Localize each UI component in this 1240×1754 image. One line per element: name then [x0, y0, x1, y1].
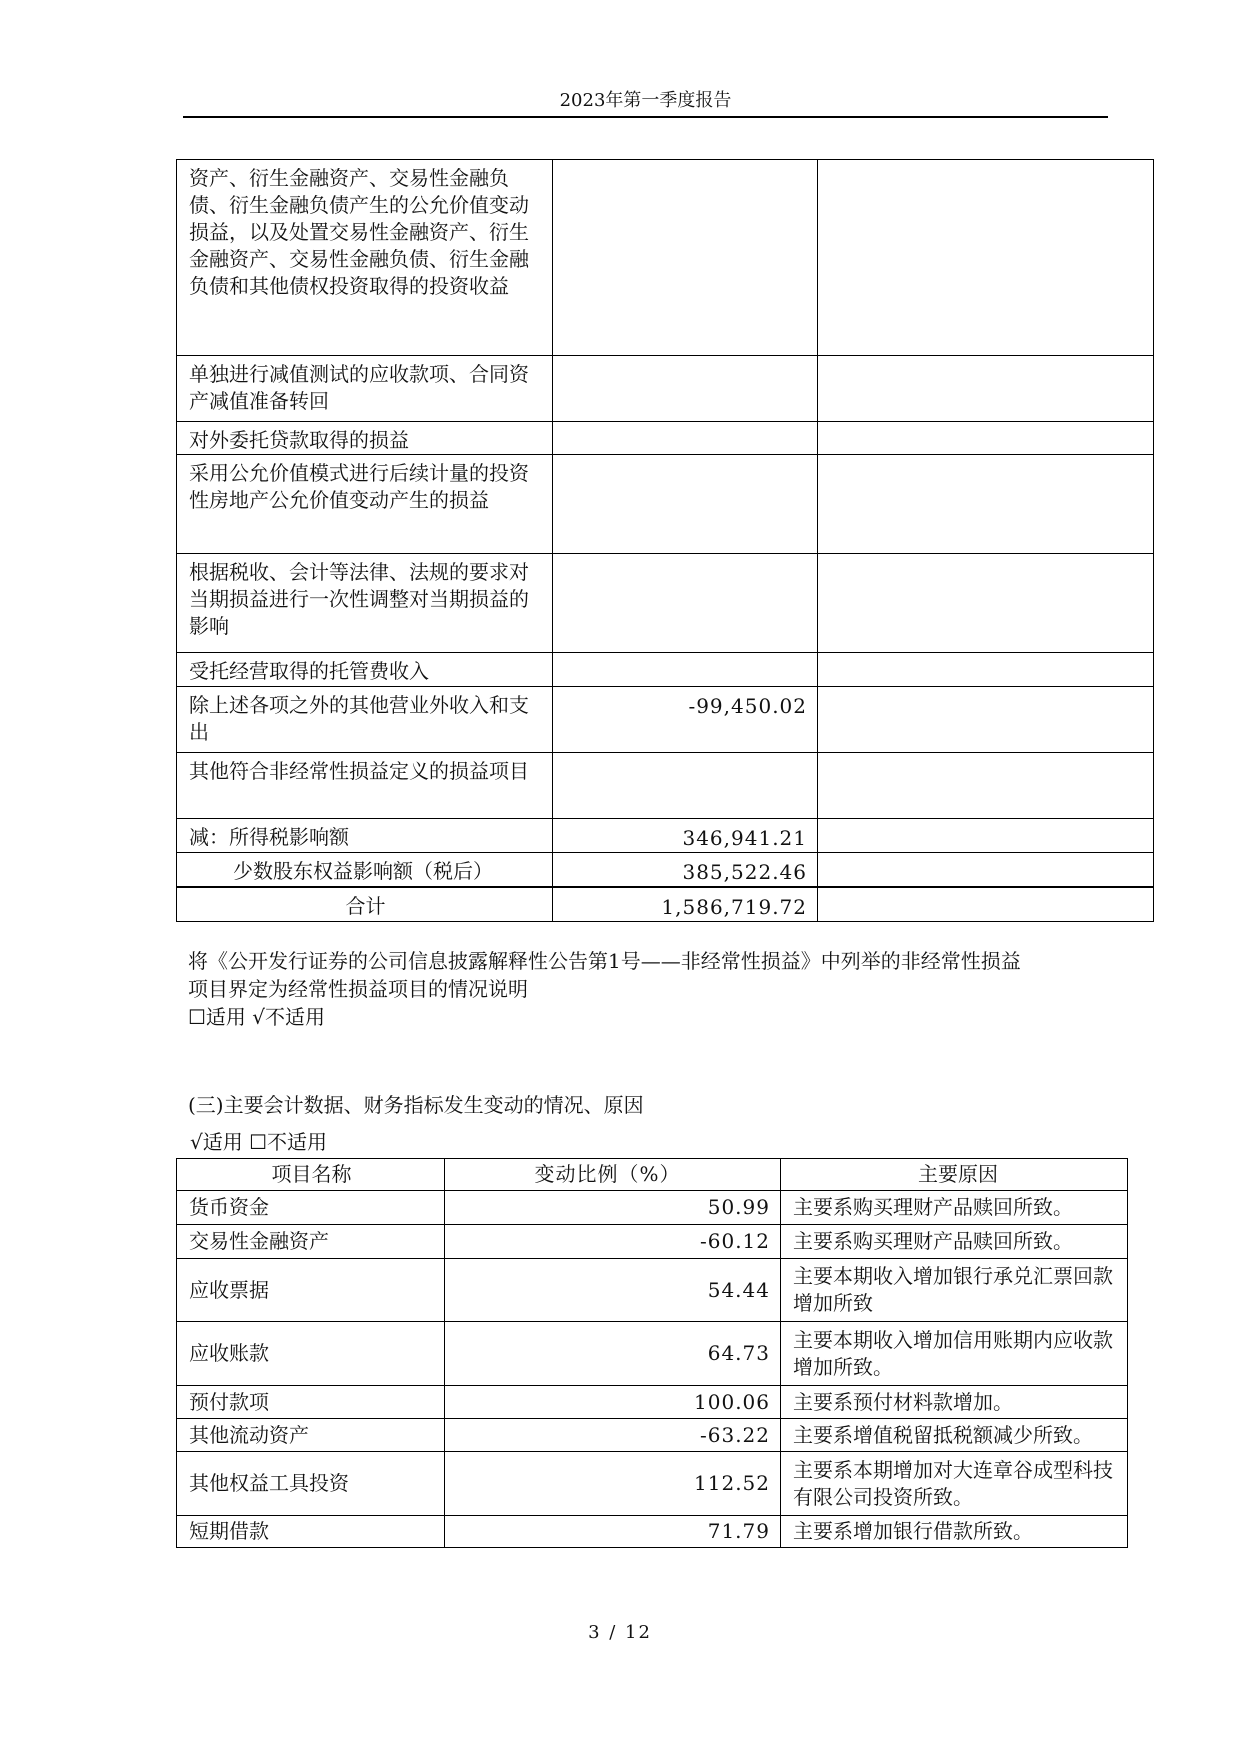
table-row: [177, 887, 1154, 922]
item-cell: 少数股东权益影响额（税后）: [177, 853, 553, 888]
reason-cell: 主要本期收入增加信用账期内应收款增加所致。: [781, 1322, 1128, 1386]
table-row: [177, 653, 1154, 687]
note-cell: [818, 422, 1154, 455]
name-cell: 预付款项: [177, 1386, 445, 1419]
table-row: [177, 1225, 1128, 1259]
ratio-cell: 64.73: [445, 1322, 781, 1386]
reason-cell: 主要系增加银行借款所致。: [781, 1516, 1128, 1548]
ratio-cell: 50.99: [445, 1191, 781, 1225]
header-reason: 主要原因: [781, 1159, 1128, 1191]
reason-cell: 主要系本期增加对大连章谷成型科技有限公司投资所致。: [781, 1452, 1128, 1516]
amount-cell: [553, 753, 818, 819]
change-reasons-table: [176, 1158, 1128, 1548]
name-cell: 应收票据: [177, 1259, 445, 1322]
ratio-cell: -63.22: [445, 1419, 781, 1452]
reason-cell: 主要系购买理财产品赎回所致。: [781, 1191, 1128, 1225]
note-cell: [818, 653, 1154, 687]
explanation-options: ☐适用 √不适用: [188, 1005, 326, 1029]
reason-cell: 主要系预付材料款增加。: [781, 1386, 1128, 1419]
note-cell: [818, 455, 1154, 554]
note-cell: [818, 887, 1154, 922]
page-header: 2023年第一季度报告: [183, 86, 1108, 118]
ratio-cell: 112.52: [445, 1452, 781, 1516]
ratio-cell: 100.06: [445, 1386, 781, 1419]
item-cell: 单独进行减值测试的应收款项、合同资产减值准备转回: [177, 356, 553, 422]
table-row: [177, 1322, 1128, 1386]
ratio-cell: 71.79: [445, 1516, 781, 1548]
item-cell: 除上述各项之外的其他营业外收入和支出: [177, 687, 553, 753]
note-cell: [818, 819, 1154, 853]
item-cell: 受托经营取得的托管费收入: [177, 653, 553, 687]
table-row: [177, 554, 1154, 653]
amount-cell: [553, 422, 818, 455]
name-cell: 交易性金融资产: [177, 1225, 445, 1259]
amount-cell: 346,941.21: [553, 819, 818, 853]
reason-cell: 主要本期收入增加银行承兑汇票回款增加所致: [781, 1259, 1128, 1322]
note-cell: [818, 160, 1154, 356]
name-cell: 其他流动资产: [177, 1419, 445, 1452]
name-cell: 其他权益工具投资: [177, 1452, 445, 1516]
note-cell: [818, 853, 1154, 888]
table-row: [177, 455, 1154, 554]
table-row: [177, 1419, 1128, 1452]
name-cell: 货币资金: [177, 1191, 445, 1225]
table-row: [177, 853, 1154, 888]
name-cell: 应收账款: [177, 1322, 445, 1386]
total-label-cell: 合计: [177, 887, 553, 922]
amount-cell: 385,522.46: [553, 853, 818, 888]
item-cell: 对外委托贷款取得的损益: [177, 422, 553, 455]
item-cell: 其他符合非经常性损益定义的损益项目: [177, 753, 553, 819]
item-cell: 根据税收、会计等法律、法规的要求对当期损益进行一次性调整对当期损益的影响: [177, 554, 553, 653]
amount-cell: [553, 554, 818, 653]
name-cell: 短期借款: [177, 1516, 445, 1548]
total-amount-cell: 1,586,719.72: [553, 887, 818, 922]
explanation-line-1: 将《公开发行证券的公司信息披露解释性公告第1号——非经常性损益》中列举的非经常性损益: [188, 949, 1021, 973]
section-title: (三)主要会计数据、财务指标发生变动的情况、原因: [188, 1093, 644, 1117]
amount-cell: [553, 160, 818, 356]
table-row: [177, 160, 1154, 356]
non-recurring-items-table: [176, 159, 1154, 922]
table-row: [177, 819, 1154, 853]
item-cell: 减：所得税影响额: [177, 819, 553, 853]
table-row: [177, 1386, 1128, 1419]
table-row: [177, 1452, 1128, 1516]
explanation-line-2: 项目界定为经常性损益项目的情况说明: [188, 977, 528, 1001]
item-cell: 资产、衍生金融资产、交易性金融负债、衍生金融负债产生的公允价值变动损益，以及处置交易性金融资产、衍生金融资产、交易性金融负债、衍生金融负债和其他债权投资取得的投资收益: [177, 160, 553, 356]
amount-cell: [553, 653, 818, 687]
table-row: [177, 1259, 1128, 1322]
header-name: 项目名称: [177, 1159, 445, 1191]
note-cell: [818, 753, 1154, 819]
note-cell: [818, 687, 1154, 753]
table-row: [177, 753, 1154, 819]
table-row: [177, 422, 1154, 455]
page-number: 3 / 12: [588, 1622, 652, 1643]
note-cell: [818, 554, 1154, 653]
table-header-row: [177, 1159, 1128, 1191]
header-ratio: 变动比例（%）: [445, 1159, 781, 1191]
table-row: [177, 1191, 1128, 1225]
amount-cell: [553, 455, 818, 554]
section-options: √适用 ☐不适用: [190, 1130, 328, 1154]
note-cell: [818, 356, 1154, 422]
table-row: [177, 356, 1154, 422]
amount-cell: [553, 356, 818, 422]
ratio-cell: -60.12: [445, 1225, 781, 1259]
table-row: [177, 1516, 1128, 1548]
item-cell: 采用公允价值模式进行后续计量的投资性房地产公允价值变动产生的损益: [177, 455, 553, 554]
table-row: [177, 687, 1154, 753]
amount-cell: -99,450.02: [553, 687, 818, 753]
reason-cell: 主要系购买理财产品赎回所致。: [781, 1225, 1128, 1259]
ratio-cell: 54.44: [445, 1259, 781, 1322]
reason-cell: 主要系增值税留抵税额减少所致。: [781, 1419, 1128, 1452]
